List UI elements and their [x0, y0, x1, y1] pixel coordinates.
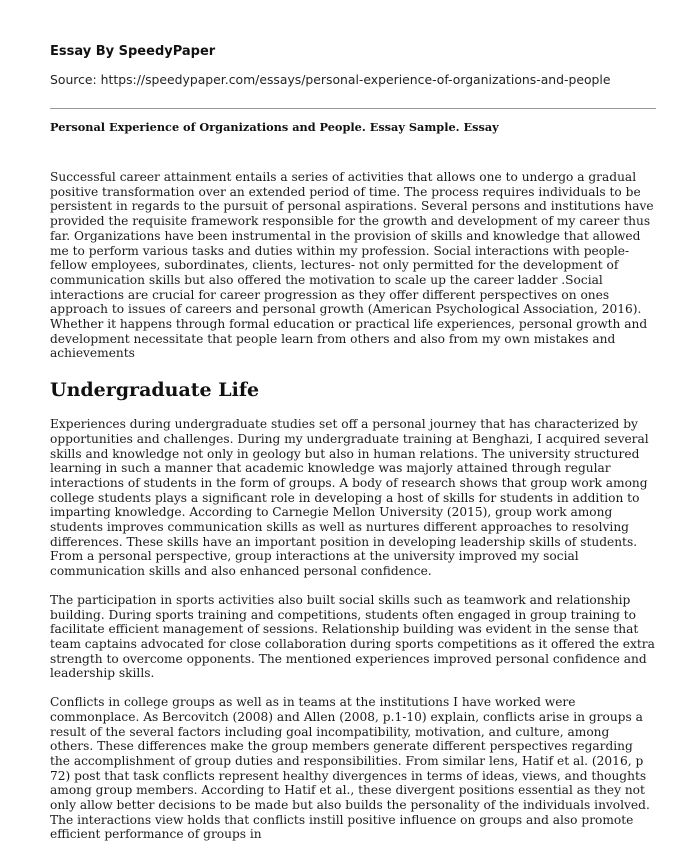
- body-paragraph: Conflicts in college groups as well as in teams at the institutions I have worked were commonplace. As Bercovitch (2008) and Allen (2008, p.1-10) explain, conflicts arise in groups a result of the several factors including goal incompatibility, motivation, and culture, among others. These differences make the group members generate different perspectives regarding the accomplishment of group duties and responsibilities. From similar lens, Hatif et al. (2016, p 72) post that task conflicts represent healthy divergences in terms of ideas, views, and thoughts among group members. According to Hatif et al., these divergent positions essential as they not only allow better decisions to be made but also builds the personality of the individuals involved. The interactions view holds that conflicts instill positive influence on groups and also promote efficient performance of groups in: [50, 695, 650, 842]
- header-divider: [50, 108, 656, 109]
- body-paragraph: The participation in sports activities also built social skills such as teamwork and relationship building. During sports training and competitions, students often engaged in group training to facilitate efficient management of sessions. Relationship building was evident in the sense that team captains advocated for close collaboration during sports competitions as it offered the extra strength to overcome opponents. The mentioned experiences improved personal confidence and leadership skills.: [50, 592, 655, 681]
- source-line: Source: https://speedypaper.com/essays/personal-experience-of-organizations-and-people: [50, 72, 611, 87]
- body-paragraph: Experiences during undergraduate studies set off a personal journey that has characterized by opportunities and challenges. During my undergraduate training at Benghazi, I acquired several skills and knowledge not only in geology but also in human relations. The university structured learning in such a manner that academic knowledge was majorly attained through regular interactions of students in the form of groups. A body of research shows that group work among college students plays a significant role in developing a host of skills for students in addition to imparting knowledge. According to Carnegie Mellon University (2015), group work among students improves communication skills as well as nurtures different approaches to resolving differences. These skills have an important position in developing leadership skills of students. From a personal perspective, group interactions at the university improved my social communication skills and also enhanced personal confidence.: [50, 417, 649, 579]
- essay-title: Personal Experience of Organizations and People. Essay Sample. Essay: [50, 120, 499, 134]
- intro-paragraph: Successful career attainment entails a series of activities that allows one to undergo a gradual positive transformation over an extended period of time. The process requires individuals to be persistent in regards to the pursuit of personal aspirations. Several persons and institutions have provided the requisite framework responsible for the growth and development of my career thus far. Organizations have been instrumental in the provision of skills and knowledge that allowed me to perform various tasks and duties within my profession. Social interactions with people-fellow employees, subordinates, clients, lectures- not only permitted for the development of communication skills but also offered the motivation to scale up the career ladder .Social interactions are crucial for career progression as they offer different perspectives on ones approach to issues of careers and personal growth (American Psychological Association, 2016). Whether it happens through formal education or practical life experiences, personal growth and development necessitate that people learn from others and also from my own mistakes and achievements: [50, 170, 654, 361]
- essay-body: [50, 170, 656, 842]
- section-heading: Undergraduate Life: [50, 379, 260, 402]
- brand-title: Essay By SpeedyPaper: [50, 44, 216, 59]
